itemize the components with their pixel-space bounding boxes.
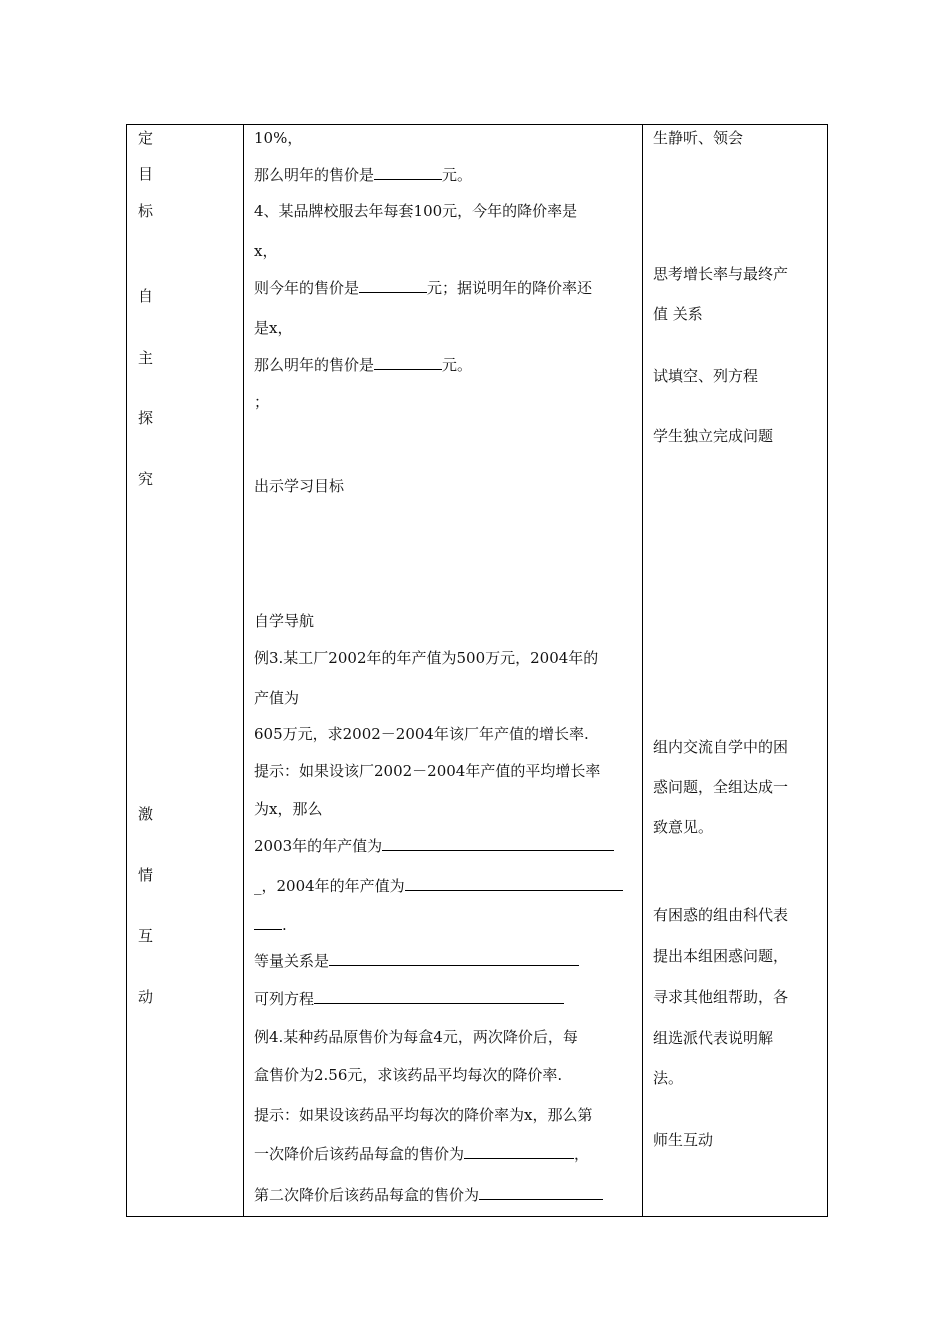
activity-line: 试填空、列方程: [653, 367, 759, 385]
content-line: 2003年的年产值为: [254, 836, 614, 855]
activity-line: 师生互动: [653, 1131, 714, 1149]
content-line: 是x，: [254, 319, 293, 337]
answer-blank: [314, 989, 564, 1004]
content-line: 例4.某种药品原售价为每盒4元，两次降价后，每: [254, 1028, 578, 1046]
stage-char: 互: [138, 927, 154, 945]
stage-char: 探: [138, 409, 154, 427]
answer-blank: [374, 355, 442, 370]
content-line: 产值为: [254, 689, 300, 707]
content-line: 一次降价后该药品每盒的售价为 ，: [254, 1145, 590, 1163]
stage-char: 究: [138, 470, 154, 488]
content-line: 4、某品牌校服去年每套100元，今年的降价率是: [254, 202, 578, 220]
activity-line: 生静听、领会: [653, 129, 744, 147]
content-line: .: [254, 915, 287, 934]
activity-line: 组选派代表说明解: [653, 1029, 774, 1047]
activity-line: 提出本组困惑问题，: [653, 947, 789, 965]
content-line: 提示：如果设该厂2002－2004年产值的平均增长率: [254, 762, 601, 780]
content-line: _，2004年的年产值为: [254, 876, 623, 895]
stage-char: 激: [138, 805, 154, 823]
column-divider: [642, 125, 643, 1216]
answer-blank: [405, 876, 623, 891]
activity-line: 寻求其他组帮助，各: [653, 988, 789, 1006]
activity-line: 惑问题，全组达成一: [653, 778, 789, 796]
activity-line: 值 关系: [653, 305, 703, 323]
answer-blank: [329, 951, 579, 966]
stage-char: 标: [138, 202, 154, 220]
content-line: 那么明年的售价是 元。: [254, 356, 473, 374]
activity-line: 有困惑的组由科代表: [653, 906, 789, 924]
answer-blank: [479, 1185, 603, 1200]
answer-blank: [359, 278, 427, 293]
content-line: 那么明年的售价是 元。: [254, 166, 473, 184]
content-line: 10%，: [254, 129, 303, 147]
answer-blank: [382, 836, 614, 851]
activity-line: 学生独立完成问题: [653, 427, 774, 445]
answer-blank: [254, 915, 282, 930]
content-line: 可列方程: [254, 989, 564, 1008]
content-line: x，: [254, 242, 278, 260]
activity-line: 思考增长率与最终产: [653, 265, 789, 283]
activity-line: 组内交流自学中的困: [653, 738, 789, 756]
stage-char: 自: [138, 287, 154, 305]
content-line: ；: [254, 393, 270, 411]
content-line: 提示：如果设该药品平均每次的降价率为x，那么第: [254, 1106, 593, 1124]
answer-blank: [374, 165, 442, 180]
content-line: 盒售价为2.56元，求该药品平均每次的降价率.: [254, 1066, 563, 1084]
column-divider: [243, 125, 244, 1216]
activity-line: 致意见。: [653, 818, 714, 836]
stage-char: 情: [138, 866, 154, 884]
stage-char: 主: [138, 349, 154, 367]
content-line: 等量关系是: [254, 951, 579, 970]
answer-blank: [464, 1144, 574, 1159]
activity-line: 法。: [653, 1069, 684, 1087]
content-line: 605万元，求2002－2004年该厂年产值的增长率.: [254, 725, 589, 743]
content-line: 例3.某工厂2002年的年产值为500万元，2004年的: [254, 649, 599, 667]
content-line: 则今年的售价是 元；据说明年的降价率还: [254, 279, 593, 297]
stage-char: 动: [138, 988, 154, 1006]
stage-char: 目: [138, 165, 154, 183]
content-line: 自学导航: [254, 612, 315, 630]
content-line: 出示学习目标: [254, 477, 345, 495]
lesson-plan-table: [126, 124, 828, 1217]
content-line: 为x，那么: [254, 800, 323, 818]
content-line: 第二次降价后该药品每盒的售价为: [254, 1185, 603, 1204]
stage-char: 定: [138, 129, 154, 147]
